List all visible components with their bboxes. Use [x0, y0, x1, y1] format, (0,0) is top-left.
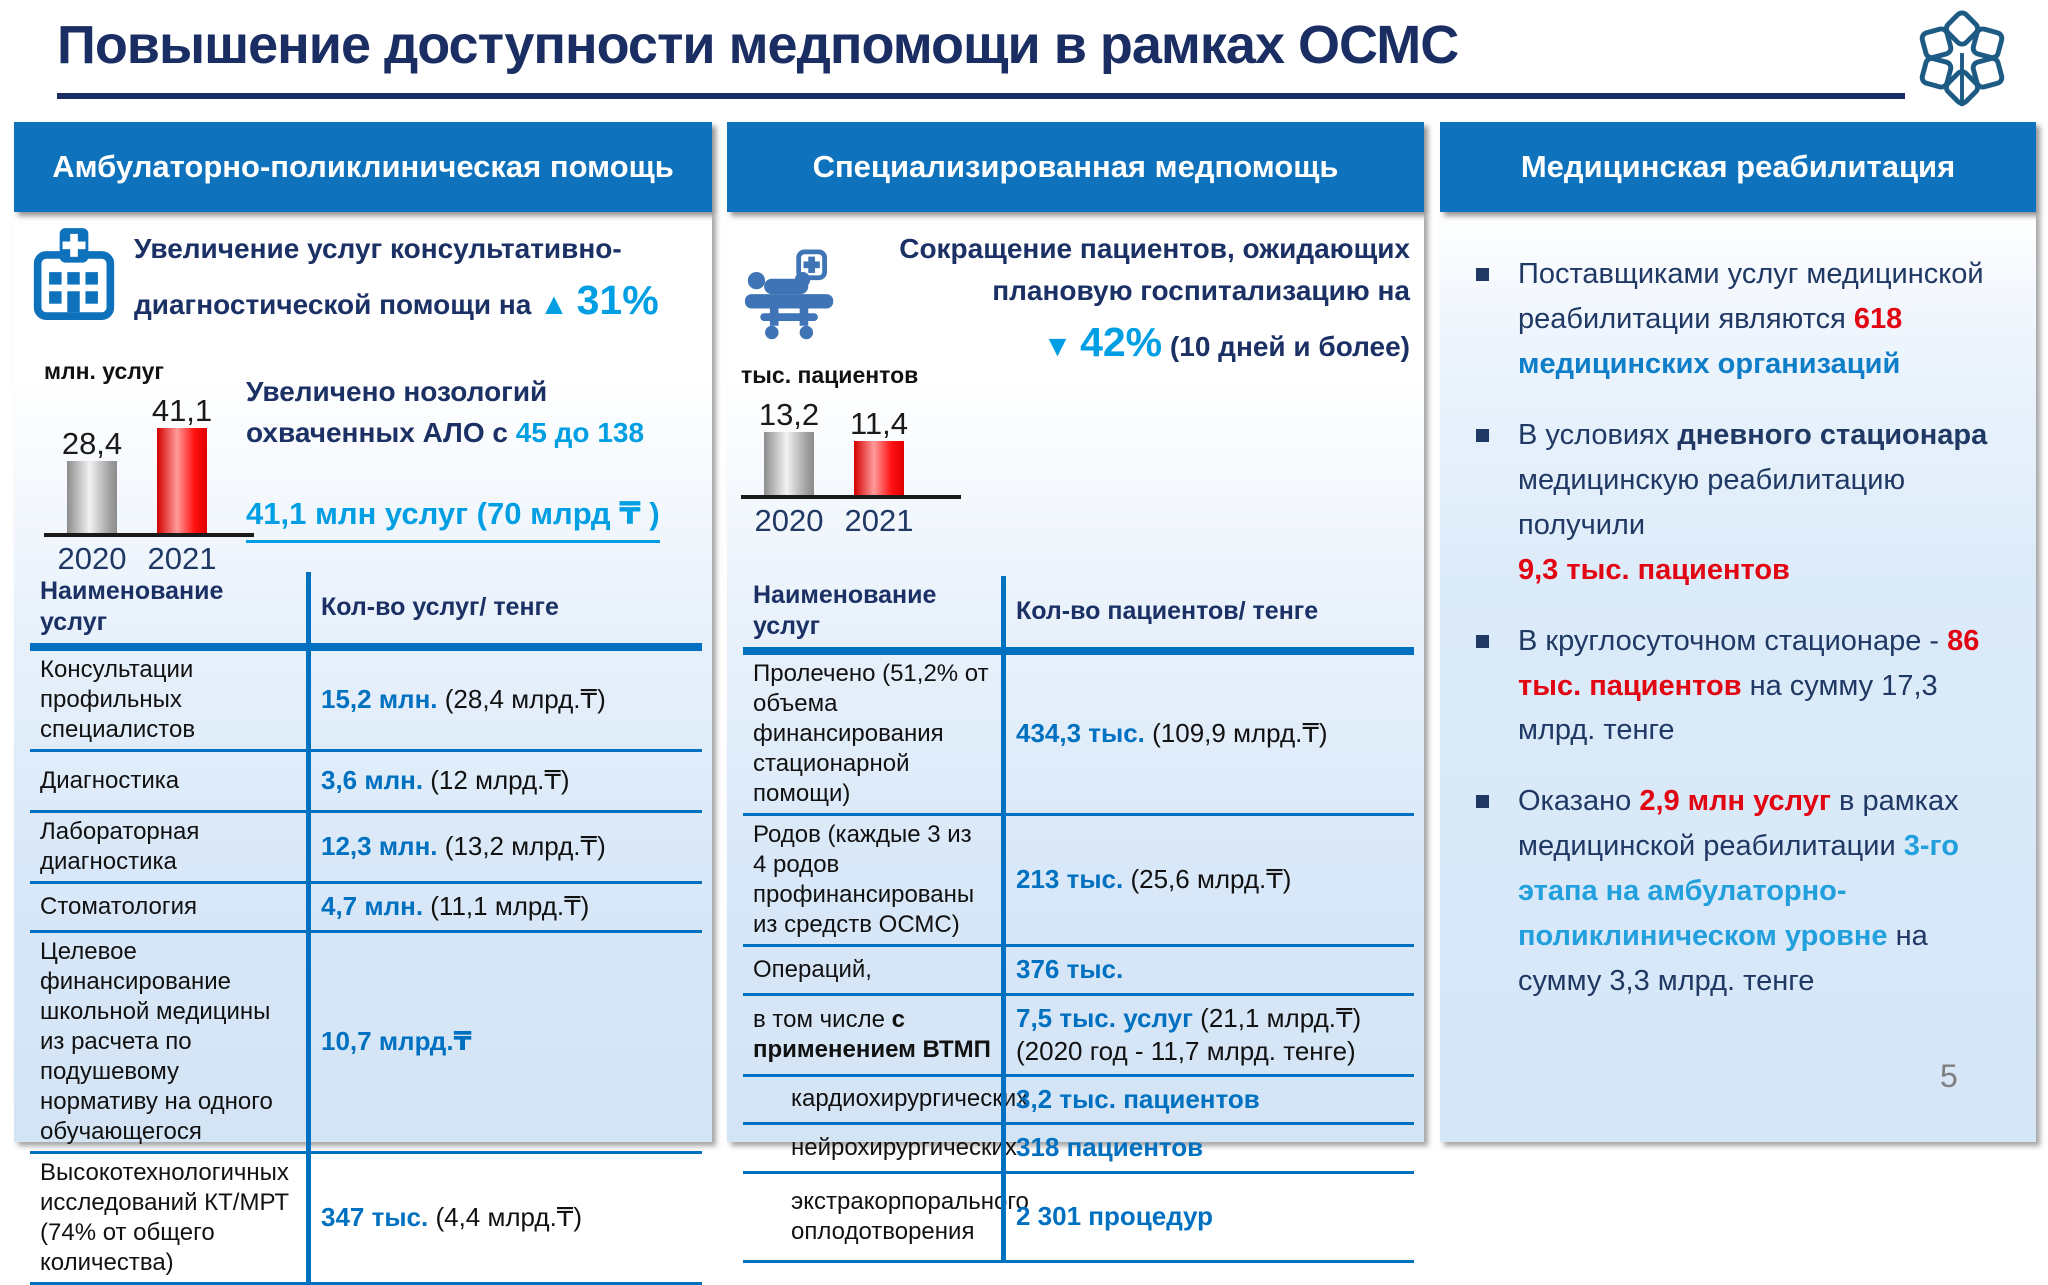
bar-group-2021: [837, 408, 921, 495]
row-value: 3,2 тыс. пациентов: [1001, 1077, 1414, 1122]
row-name: кардиохирургических: [791, 1085, 1029, 1112]
table-header-row: [743, 576, 1414, 652]
row-value: 434,3 тыс. (109,9 млрд.₸): [1001, 655, 1414, 813]
row-name: экстракорпорального оплодотворения: [791, 1187, 1029, 1245]
bullet-item-day-hospital: В условиях дневного стационара медицинскую реабилитацию получили 9,3 тыс. пациентов: [1466, 413, 2014, 593]
patient-gurney-icon: [743, 248, 839, 344]
bar-2020: [764, 432, 814, 495]
bullet-item-round-the-clock: В круглосуточном стационаре - 86 тыс. пациентов на сумму 17,3 млрд. тенге: [1466, 619, 2014, 754]
panel-specialized-header: Специализированная медпомощь: [727, 122, 1424, 212]
table-row: [30, 881, 702, 930]
bar-value-label: 13,2: [758, 397, 820, 433]
table-row: [30, 810, 702, 881]
row-value: 4,7 млн. (11,1 млрд.₸): [306, 884, 702, 930]
chart-unit-label: тыс. пациентов: [741, 362, 919, 388]
ambulatory-delta-percent: 31%: [576, 277, 659, 323]
year-label-2021: 2021: [147, 541, 217, 576]
col-header-name: Наименование услуг: [753, 581, 937, 641]
row-name: в том числе с применением ВТМП: [753, 1005, 991, 1063]
table-row: [743, 1122, 1414, 1171]
specialized-bar-chart: [741, 362, 961, 539]
nosology-note-highlight: 45 до 138: [515, 416, 645, 448]
row-value: 347 тыс. (4,4 млрд.₸): [306, 1154, 702, 1282]
row-value: 376 тыс.: [1001, 947, 1414, 993]
row-name: Высокотехнологичных исследований КТ/МРТ (74% от общего количества): [40, 1158, 290, 1276]
ambulatory-headline-text: Увеличение услуг консультативно-диагностической помощи на: [134, 233, 622, 320]
up-triangle-icon: ▲: [539, 288, 569, 321]
row-name: нейрохирургических: [791, 1133, 1017, 1161]
nosology-note-text: Увеличено нозологий охваченных АЛО с: [246, 376, 548, 448]
specialized-headline-suffix: (10 дней и более): [1169, 331, 1410, 362]
bullet-item-providers: Поставщиками услуг медицинской реабилитации являются 618 медицинских организаций: [1466, 252, 2014, 387]
bar-group-2021: [140, 395, 224, 533]
bar-group-2020: [50, 428, 134, 533]
panel-ambulatory-header: Амбулаторно-поликлиническая помощь: [14, 122, 712, 212]
chart-x-axis-labels: [741, 503, 961, 539]
table-row: [30, 1151, 702, 1285]
row-value: 213 тыс. (25,6 млрд.₸): [1001, 816, 1414, 944]
row-name: Целевое финансирование школьной медицины из расчета по подушевому нормативу на одного обучающегося: [40, 937, 273, 1145]
bar-2021: [854, 441, 904, 495]
year-label-2021: 2021: [844, 503, 914, 538]
row-value: 10,7 млрд.₸: [306, 933, 702, 1151]
col-header-value: Кол-во услуг/ тенге: [306, 572, 702, 643]
specialized-headline-text: Сокращение пациентов, ожидающих плановую госпитализацию на: [899, 233, 1410, 306]
fund-snowflake-logo-icon: [1908, 4, 2016, 112]
year-label-2020: 2020: [754, 503, 824, 538]
panel-rehabilitation-body: [1440, 212, 2036, 1142]
services-total-summary: 41,1 млн услуг (70 млрд ₸ ): [246, 496, 660, 543]
row-name: Родов (каждые 3 из 4 родов профинансированы из средств ОСМС): [753, 820, 975, 938]
bullet-square-icon: [1466, 413, 1518, 593]
bullet-item-outpatient-stage: Оказано 2,9 млн услуг в рамках медицинской реабилитации 3-го этапа на амбулаторно-поликлиническом уровне на сумму 3,3 млрд. тенге: [1466, 779, 2014, 1004]
row-name: Лабораторная диагностика: [40, 817, 200, 875]
panel-medical-rehabilitation: [1440, 122, 2036, 1142]
panel-ambulatory-care: [14, 122, 712, 1276]
row-name: Операций,: [753, 955, 872, 983]
table-header-row: [30, 572, 702, 648]
panel-rehabilitation-header: Медицинская реабилитация: [1440, 122, 2036, 212]
table-row: [30, 749, 702, 810]
page-title: Повышение доступности медпомощи в рамках ОСМС: [57, 15, 1459, 75]
col-header-name: Наименование услуг: [40, 577, 224, 637]
table-row: [30, 930, 702, 1151]
down-triangle-icon: ▼: [1042, 330, 1073, 363]
ambulatory-table: [30, 572, 702, 1285]
row-value: 2 301 процедур: [1001, 1174, 1414, 1260]
col-header-value: Кол-во пациентов/ тенге: [1001, 576, 1414, 647]
bar-2021: [157, 428, 207, 533]
row-name: Стоматология: [40, 892, 198, 920]
row-value: 7,5 тыс. услуг (21,1 млрд.₸) (2020 год - 11,7 млрд. тенге): [1001, 996, 1414, 1074]
clinic-building-icon: [30, 226, 118, 324]
bar-value-label: 28,4: [61, 426, 123, 462]
bullet-square-icon: [1466, 619, 1518, 754]
table-row: [743, 652, 1414, 813]
table-row: [743, 1171, 1414, 1263]
row-name: Пролечено (51,2% от объема финансирования стационарной помощи): [753, 659, 989, 807]
row-name: Диагностика: [40, 766, 180, 794]
specialized-table: [743, 576, 1414, 1263]
title-underline: [57, 93, 1905, 99]
page-number: 5: [1940, 1058, 1958, 1094]
table-row: [743, 944, 1414, 993]
row-name: Консультации профильных специалистов: [40, 655, 196, 743]
specialized-headline: [855, 222, 1410, 374]
specialized-delta-percent: 42%: [1080, 319, 1163, 365]
bar-group-2020: [747, 399, 831, 495]
bullet-square-icon: [1466, 252, 1518, 387]
panel-specialized-body: [727, 212, 1424, 1245]
row-value: 318 пациентов: [1001, 1125, 1414, 1171]
bar-value-label: 41,1: [151, 393, 213, 429]
ambulatory-headline: [134, 222, 698, 332]
nosology-note: [246, 372, 694, 453]
table-row: [30, 648, 702, 749]
bar-value-label: 11,4: [849, 406, 909, 442]
ambulatory-bar-chart: [44, 358, 254, 577]
table-row: [743, 1074, 1414, 1122]
row-value: 3,6 млн. (12 млрд.₸): [306, 752, 702, 810]
row-value: 12,3 млн. (13,2 млрд.₸): [306, 813, 702, 881]
bar-2020: [67, 461, 117, 533]
year-label-2020: 2020: [57, 541, 127, 576]
specialized-intro: [743, 222, 1410, 374]
chart-unit-label: млн. услуг: [44, 358, 164, 384]
table-row: [743, 993, 1414, 1074]
panel-specialized-care: [727, 122, 1424, 1245]
panel-ambulatory-body: [14, 212, 712, 1276]
table-row: [743, 813, 1414, 944]
bullet-square-icon: [1466, 779, 1518, 1004]
ambulatory-intro: [30, 222, 698, 332]
row-value: 15,2 млн. (28,4 млрд.₸): [306, 651, 702, 749]
chart-plot-area: [741, 391, 961, 499]
rehabilitation-bullet-list: [1466, 252, 2014, 1030]
chart-plot-area: [44, 387, 254, 537]
